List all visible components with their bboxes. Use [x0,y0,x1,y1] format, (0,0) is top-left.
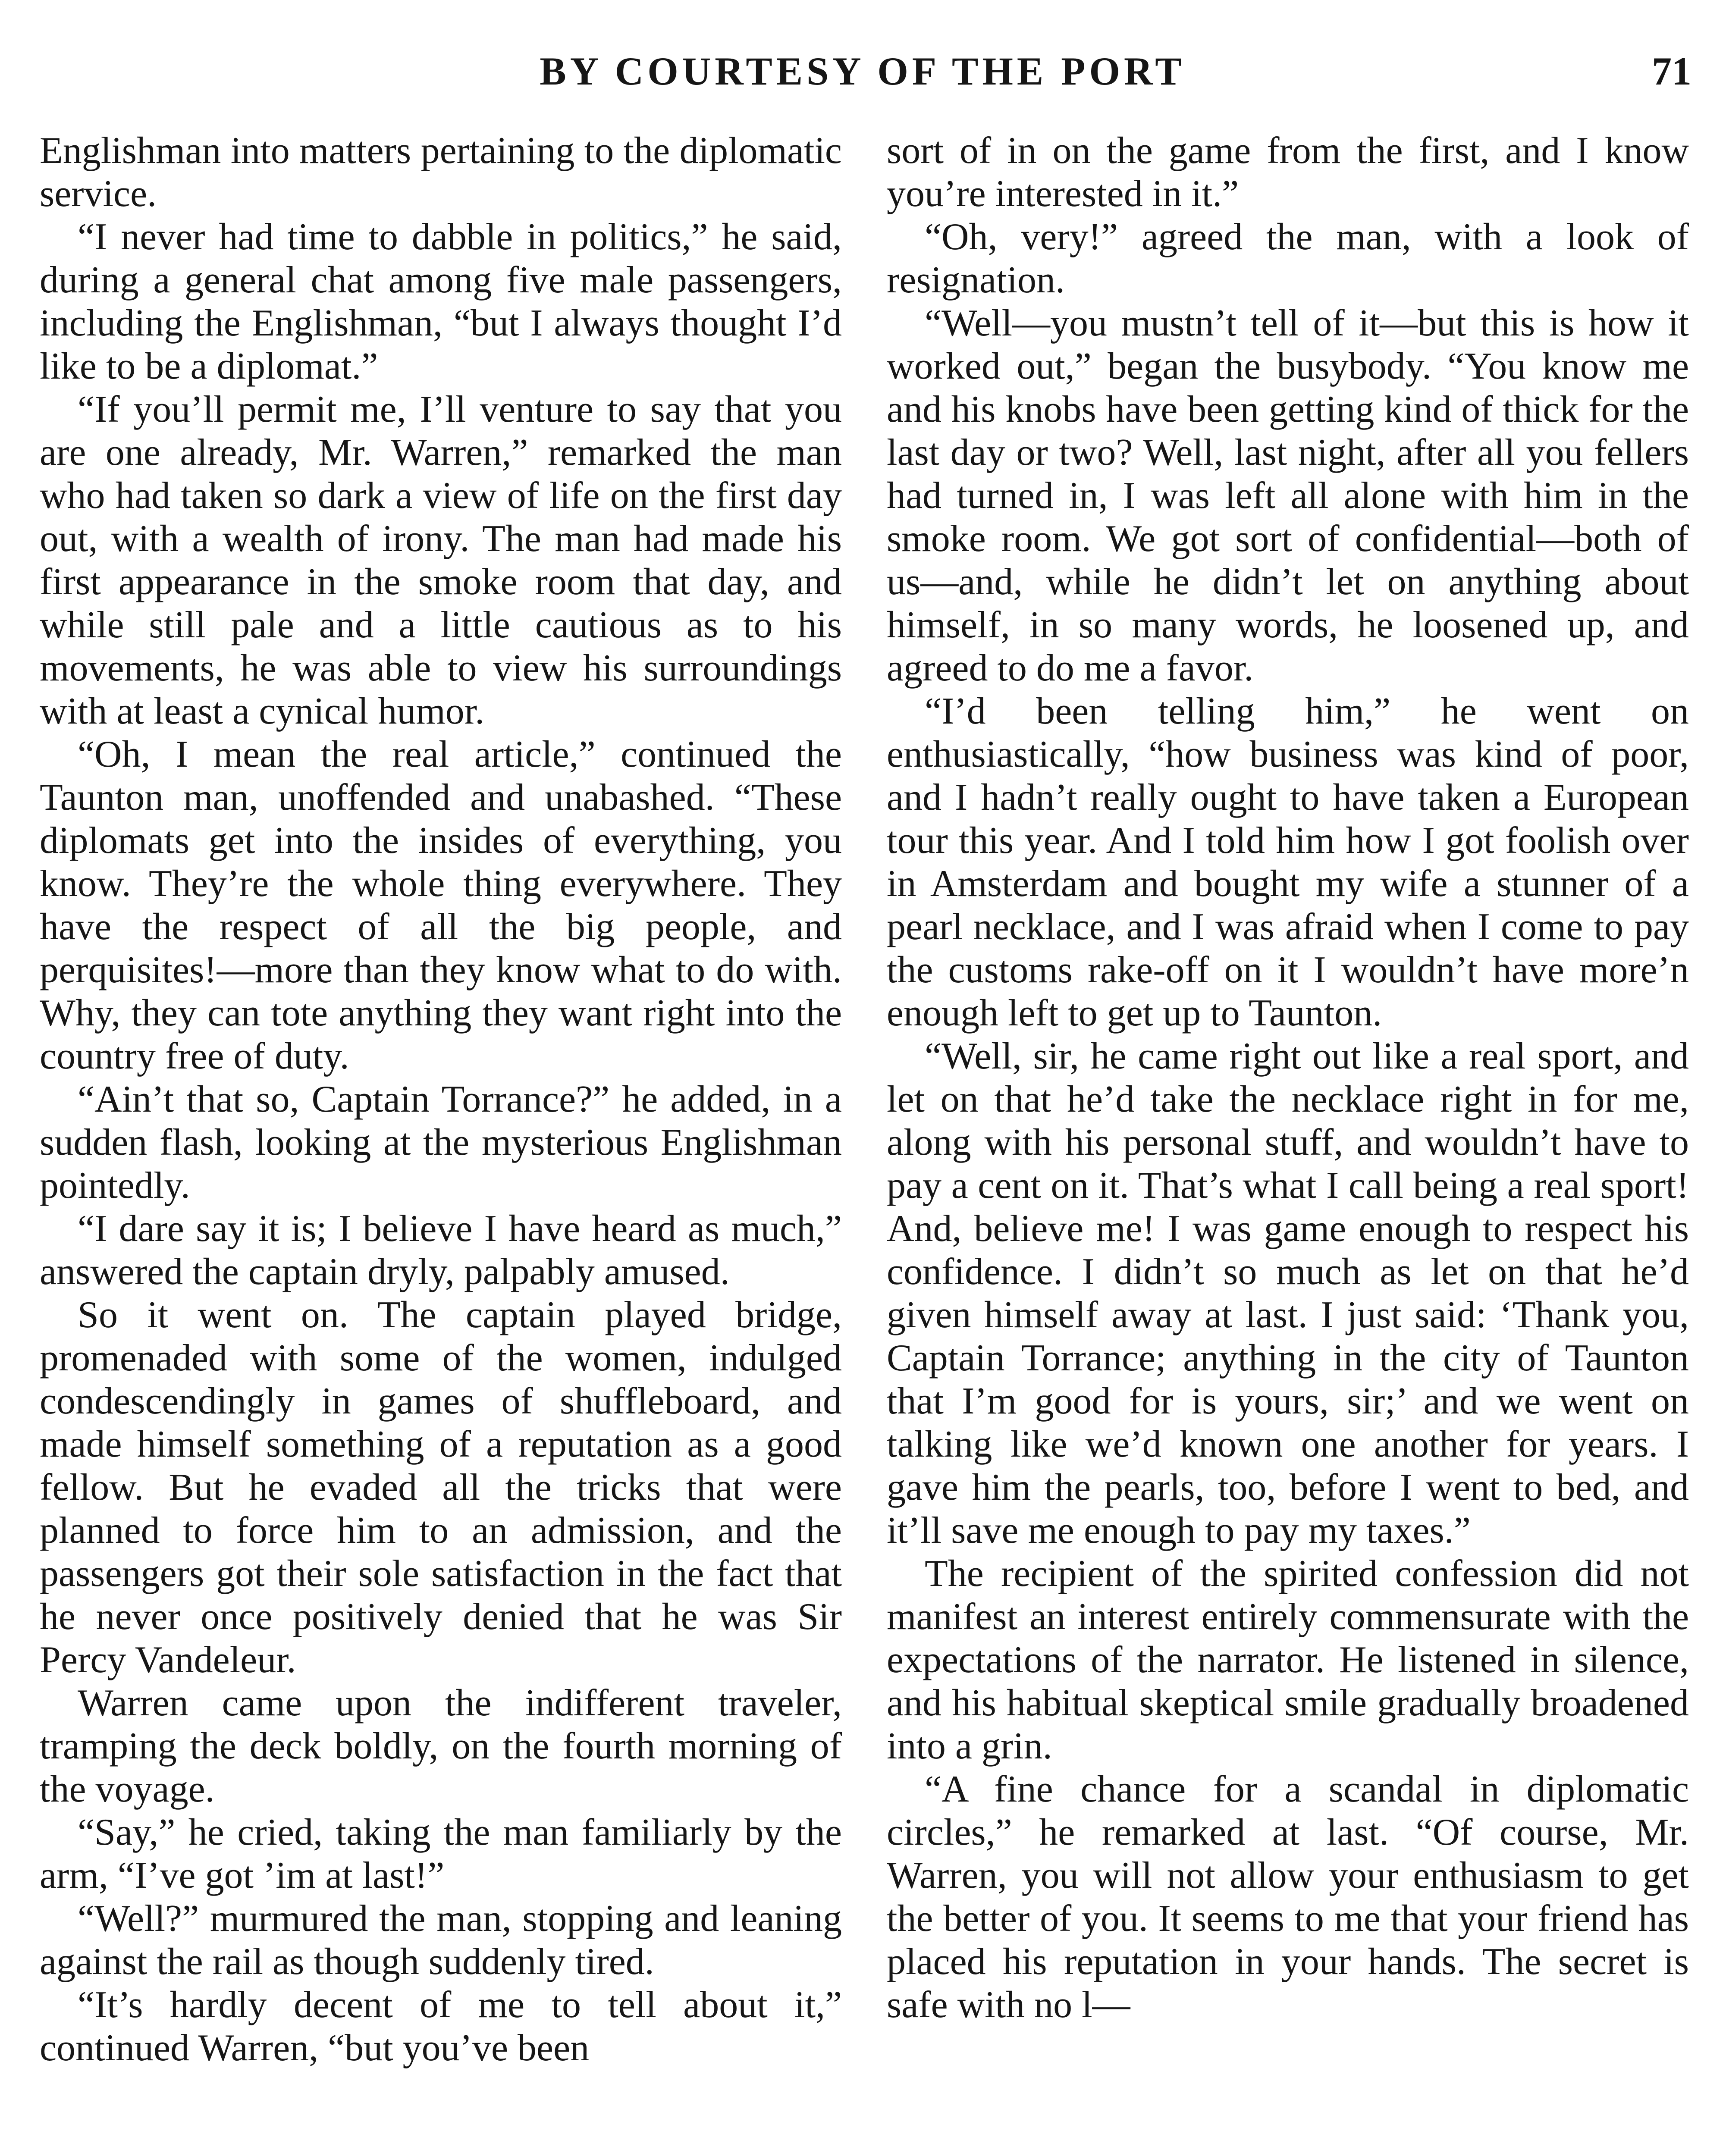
paragraph: “If you’ll permit me, I’ll venture to say that you are one already, Mr. Warren,” remarked the man who had taken so dark a view of life on the first day out, with a wealth of irony. The man had made his first appearance in the smoke room that day, and while still pale and a little cautious as to his movements, he was able to view his surroundings with at least a cynical humor. [40,389,842,732]
paragraph: “Well, sir, he came right out like a real sport, and let on that he’d take the necklace right in for me, along with his personal stuff, and wouldn’t have to pay a cent on it. That’s what I call being a real sport! And, believe me! I was game enough to respect his confidence. I didn’t so much as let on that he’d given himself away at last. I just said: ‘Thank you, Captain Torrance; anything in the city of Taunton that I’m good for is yours, sir;’ and we went on talking like we’d known one another for years. I gave him the pearls, too, before I went to bed, and it’ll save me enough to pay my taxes.” [887,1035,1689,1551]
paragraph: “Ain’t that so, Captain Torrance?” he added, in a sudden flash, looking at the mysterious Englishman pointedly. [40,1078,842,1206]
left-column [40,129,842,2070]
paragraph: So it went on. The captain played bridge, promenaded with some of the women, indulged condescendingly in games of shuffleboard, and made himself something of a reputation as a good fellow. But he evaded all the tricks that were planned to force him to an admission, and the passengers got their sole satisfaction in the fact that he never once positively denied that he was Sir Percy Vandeleur. [40,1294,842,1681]
page-number: 71 [1652,49,1691,93]
paragraph: Warren came upon the indifferent traveler, tramping the deck boldly, on the fourth morning of the voyage. [40,1682,842,1810]
paragraph: sort of in on the game from the first, and I know you’re interested in it.” [887,130,1689,215]
paragraph: “It’s hardly decent of me to tell about it,” continued Warren, “but you’ve been [40,1984,842,2069]
paragraph: “A fine chance for a scandal in diplomatic circles,” he remarked at last. “Of course, Mr. Warren, you will not allow your enthusiasm to get the better of you. It seems to me that your friend has placed his reputation in your hands. The secret is safe with no l— [887,1768,1689,2026]
paragraph: “I’d been telling him,” he went on enthusiastically, “how business was kind of poor, and I hadn’t really ought to have taken a European tour this year. And I told him how I got foolish over in Amsterdam and bought my wife a stunner of a pearl necklace, and I was afraid when I come to pay the customs rake-off on it I wouldn’t have more’n enough left to get up to Taunton. [887,690,1689,1034]
paragraph: “Oh, I mean the real article,” continued the Taunton man, unoffended and unabashed. “These diplomats get into the insides of everything, you know. They’re the whole thing everywhere. They have the respect of all the big people, and perquisites!—more than they know what to do with. Why, they can tote anything they want right into the country free of duty. [40,733,842,1077]
paragraph: “I never had time to dabble in politics,” he said, during a general chat among five male passengers, including the Englishman, “but I always thought I’d like to be a diplomat.” [40,216,842,387]
paragraph: “Oh, very!” agreed the man, with a look of resignation. [887,216,1689,301]
paragraph: “Say,” he cried, taking the man familiarly by the arm, “I’ve got ’im at last!” [40,1811,842,1896]
right-column [887,129,1689,2027]
paragraph: “Well—you mustn’t tell of it—but this is how it worked out,” began the busybody. “You know me and his knobs have been getting kind of thick for the last day or two? Well, last night, after all you fellers had turned in, I was left all alone with him in the smoke room. We got sort of confidential—both of us—and, while he didn’t let on anything about himself, in so many words, he loosened up, and agreed to do me a favor. [887,302,1689,689]
running-title: BY COURTESY OF THE PORT [540,49,1186,93]
paragraph: The recipient of the spirited confession did not manifest an interest entirely commensurate with the expectations of the narrator. He listened in silence, and his habitual skeptical smile gradually broadened into a grin. [887,1553,1689,1767]
paragraph: “I dare say it is; I believe I have heard as much,” answered the captain dryly, palpably amused. [40,1208,842,1293]
running-head [0,47,1726,95]
paragraph: “Well?” murmured the man, stopping and leaning against the rail as though suddenly tired. [40,1898,842,1983]
paragraph: Englishman into matters pertaining to the diplomatic service. [40,130,842,215]
